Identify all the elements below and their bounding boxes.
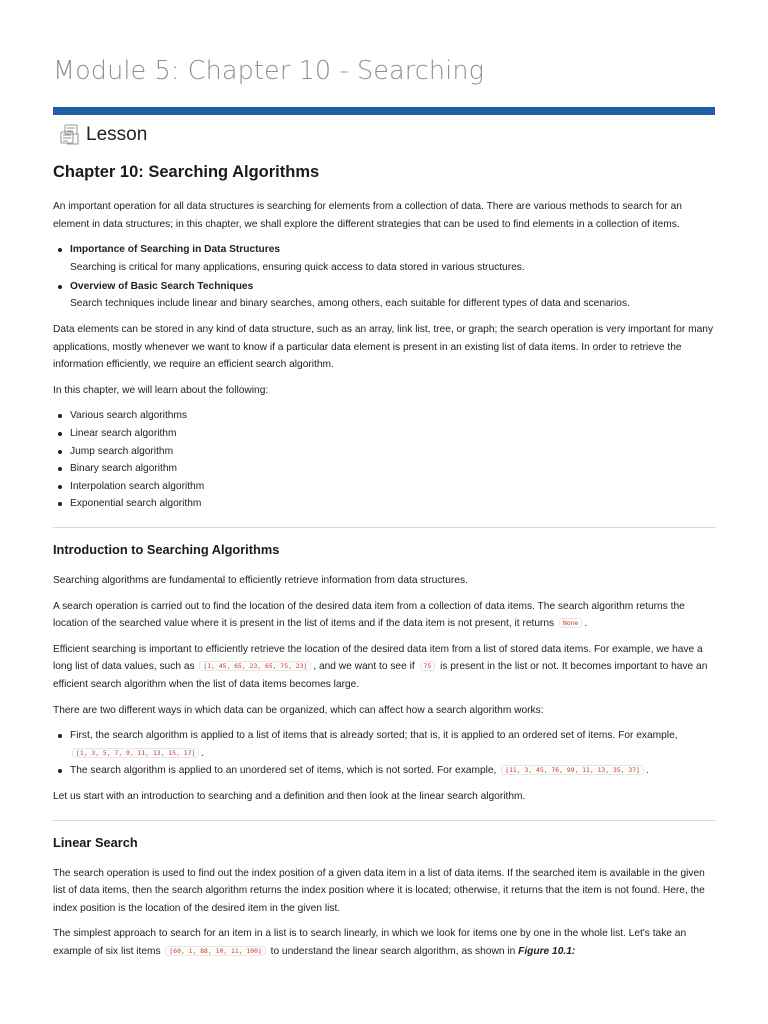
p2-end: . — [584, 618, 588, 630]
way2-end: . — [645, 765, 649, 777]
p2-text: A search operation is carried out to find the location of the desired data item from a collection of data items. The search algorithm returns the location of the searched value where it is present in the list of items and if the data item is not present, it returns — [53, 600, 685, 630]
p3-text-a: Efficient searching is important to efficiently retrieve the location of the desired data item from a list of stored data items. For example, we have a long list of data values, such as — [53, 643, 703, 673]
intro-section-heading: Introduction to Searching Algorithms — [53, 542, 280, 557]
way1-text: First, the search algorithm is applied to a list of items that is already sorted; that is, it is applied to an ordered set of items. For example, — [70, 730, 678, 742]
topic-item: Exponential search algorithm — [70, 495, 716, 513]
intro-section-p1: Searching algorithms are fundamental to efficiently retrieve information from data structures. — [53, 575, 468, 586]
p3-text-c: is present in the list or not. It becomes important to have an efficient search algorithm when the list of data items becomes large. — [53, 661, 708, 690]
data-elements-paragraph: Data elements can be stored in any kind of data structure, such as an array, link list, tree, or graph; the search operation is very important for many applications, mostly whenever we want to know if a particular data element is present in an existing list of data items. In order to retrieve the information efficiently, we require an efficient search algorithm. — [53, 324, 714, 371]
book-lesson-icon — [58, 122, 82, 148]
chapter-heading: Chapter 10: Searching Algorithms — [53, 163, 320, 181]
intro-section-p2 — [53, 598, 716, 633]
intro-section-p5: Let us start with an introduction to searching and a definition and then look at the linear search algorithm. — [53, 790, 526, 802]
learn-intro: In this chapter, we will learn about the following: — [53, 384, 269, 396]
overview-item — [70, 241, 716, 276]
organization-item — [70, 727, 716, 762]
way1-end: . — [201, 747, 205, 759]
linear-p2-text-b: to understand the linear search algorithm, as shown in — [270, 945, 516, 957]
section-divider — [53, 527, 716, 528]
organization-list — [53, 727, 716, 780]
overview-item-desc: Searching is critical for many applications, ensuring quick access to data stored in various structures. — [70, 261, 525, 273]
inline-code-value: 75 — [420, 661, 436, 671]
linear-search-p1: The search operation is used to find out the index position of a given data item in a list of data items. If the searched item is available in the given list of data items, then the search algorithm returns the index position where it is located; otherwise, it returns that the item is not found. Here, the index position is the location of the desired item in the given list. — [53, 867, 705, 914]
overview-item-desc: Search techniques include linear and binary searches, among others, each suitable for different types of data and scenarios. — [70, 298, 630, 310]
topic-item: Various search algorithms — [70, 407, 716, 425]
linear-search-heading: Linear Search — [53, 834, 138, 850]
inline-code-list: [1, 45, 65, 23, 65, 75, 23] — [199, 661, 311, 671]
lesson-header — [58, 120, 147, 150]
module-title: Module 5: Chapter 10 - Searching — [53, 56, 485, 86]
overview-list — [53, 241, 716, 313]
section-divider — [53, 820, 716, 821]
inline-code-none: None — [559, 618, 582, 628]
intro-paragraph: An important operation for all data structures is searching for elements from a collection of data. There are various methods to search for an element in data structures; in this chapter, we shall explore the different strategies that can be used to find elements in a collection of items. — [53, 201, 682, 230]
figure-reference-link[interactable]: Figure 10.1 — [518, 945, 572, 957]
linear-p2-end: : — [571, 945, 576, 957]
topic-item: Binary search algorithm — [70, 460, 716, 478]
linear-search-p2 — [53, 925, 716, 960]
inline-code-example-list: [60, 1, 88, 10, 11, 100] — [165, 946, 265, 956]
topic-item: Jump search algorithm — [70, 443, 716, 461]
topic-item: Interpolation search algorithm — [70, 478, 716, 496]
lesson-label: Lesson — [86, 124, 148, 145]
intro-section-p3 — [53, 641, 716, 694]
organization-item — [70, 762, 716, 780]
intro-section-p4: There are two different ways in which data can be organized, which can affect how a search algorithm works: — [53, 704, 544, 716]
overview-item-title: Importance of Searching in Data Structures — [70, 244, 281, 256]
way2-text: The search algorithm is applied to an unordered set of items, which is not sorted. For example, — [70, 765, 497, 777]
p3-text-b: , and we want to see if — [313, 661, 415, 673]
topic-item: Linear search algorithm — [70, 425, 716, 443]
overview-item-title: Overview of Basic Search Techniques — [70, 280, 254, 292]
inline-code-unsorted: [11, 3, 45, 76, 99, 11, 13, 35, 37] — [501, 765, 644, 775]
lesson-content — [53, 157, 716, 969]
inline-code-sorted: [1, 3, 5, 7, 9, 11, 13, 15, 17] — [72, 748, 199, 758]
title-divider-bar — [53, 107, 715, 115]
topics-list — [53, 407, 716, 513]
linear-p2-text-a: The simplest approach to search for an item in a list is to search linearly, in which we look for items one by one in the whole list. Let's take an example of six list items — [53, 928, 687, 957]
overview-item — [70, 278, 716, 313]
